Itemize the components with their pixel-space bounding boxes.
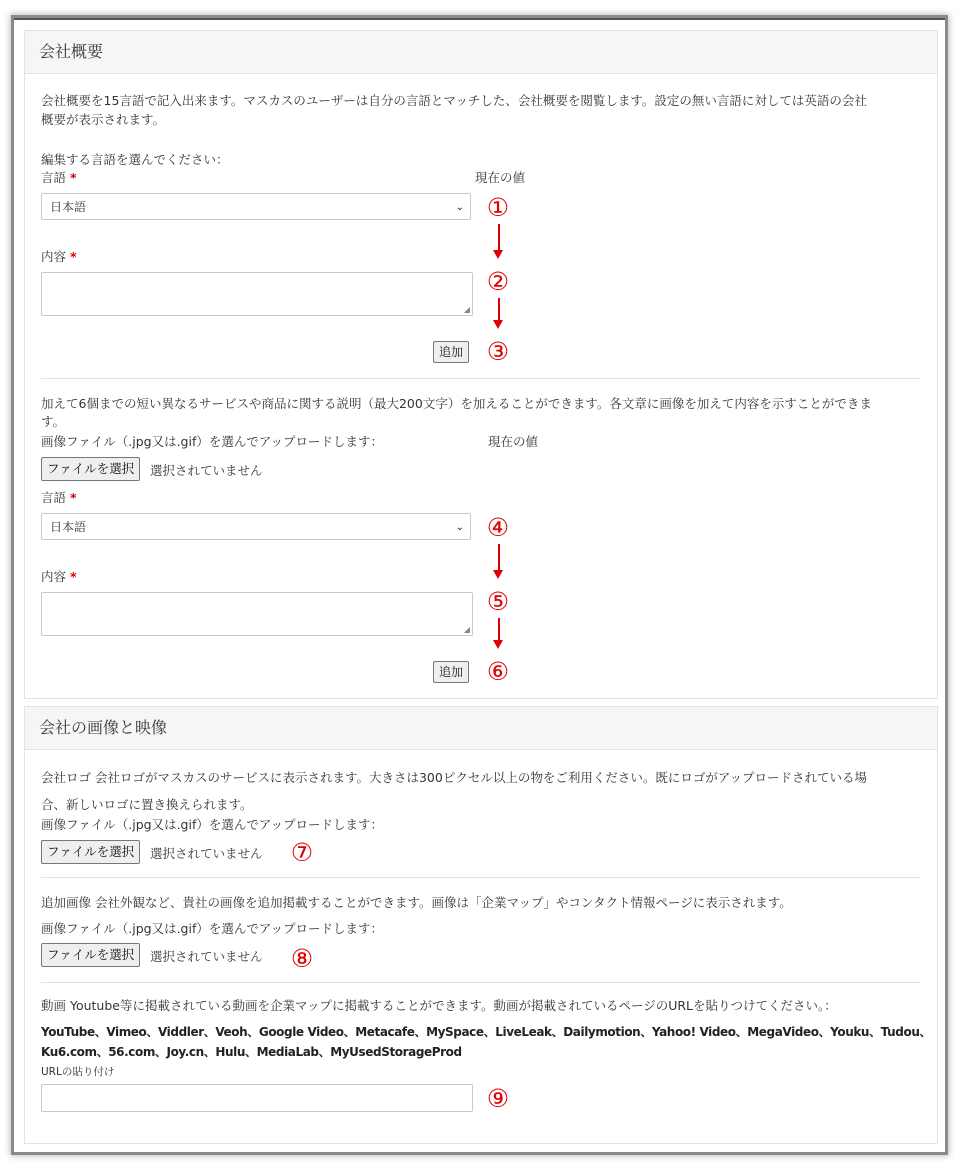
- required-asterisk: *: [70, 170, 77, 185]
- video-url-input[interactable]: [41, 1084, 473, 1112]
- content-label-text: 内容: [41, 569, 67, 584]
- extra-description-line1: 加えて6個までの短い異なるサービスや商品に関する説明（最大200文字）を加えることができます。各文章に画像を加えて内容を示すことができま: [41, 396, 872, 411]
- video-sites-line1: YouTube、Vimeo、Viddler、Veoh、Google Video、Metacafe、MySpace、LiveLeak、Dailymotion、Yahoo! Video、MegaVideo、Youku、Tudou、: [41, 1025, 932, 1039]
- panel-title-company-media: 会社の画像と映像: [25, 707, 937, 750]
- extra-image-upload-label: 画像ファイル（.jpg又は.gif）を選んでアップロードします：: [41, 921, 383, 936]
- divider: [41, 378, 921, 379]
- language-label-text: 言語: [41, 170, 67, 185]
- language-label-text: 言語: [41, 490, 67, 505]
- top-border: [14, 18, 945, 20]
- arrow-head-icon: [493, 640, 503, 649]
- company-media-panel: [24, 706, 938, 1144]
- language-select-2[interactable]: [41, 513, 471, 540]
- panel-title-company-overview: 会社概要: [25, 31, 937, 74]
- resize-grip-icon[interactable]: ◢: [463, 305, 470, 314]
- logo-description-line1: 会社ロゴ 会社ロゴがマスカスのサービスに表示されます。大きさは300ピクセル以上の物をご利用ください。既にロゴがアップロードされている場: [41, 770, 867, 785]
- overview-description-line1: 会社概要を15言語で記入出来ます。マスカスのユーザーは自分の言語とマッチした、会社概要を閲覧します。設定の無い言語に対しては英語の会社: [41, 93, 867, 108]
- language-label: [41, 168, 77, 186]
- language-select[interactable]: [41, 193, 471, 220]
- arrow-head-icon: [493, 320, 503, 329]
- marker-9: ⑨: [486, 1084, 510, 1113]
- add-button-2[interactable]: 追加: [433, 661, 469, 683]
- marker-8: ⑧: [290, 944, 314, 973]
- arrow-head-icon: [493, 570, 503, 579]
- chevron-down-icon: ⌄: [455, 202, 464, 213]
- marker-4: ④: [486, 513, 510, 542]
- arrow-5-6: [498, 618, 500, 640]
- divider: [41, 982, 921, 983]
- current-value-label-2: 現在の値: [488, 434, 539, 449]
- arrow-head-icon: [493, 250, 503, 259]
- logo-no-file-selected: 選択されていません: [150, 846, 263, 861]
- marker-7: ⑦: [290, 838, 314, 867]
- extra-image-no-file-selected: 選択されていません: [150, 949, 263, 964]
- extra-image-description: 追加画像 会社外観など、貴社の画像を追加掲載することができます。画像は「企業マップ」やコンタクト情報ページに表示されます。: [41, 895, 792, 910]
- screenshot-frame: [14, 18, 945, 1152]
- no-file-selected: 選択されていません: [150, 463, 263, 478]
- resize-grip-icon[interactable]: ◢: [463, 625, 470, 634]
- content-label: [41, 247, 77, 265]
- language-select-value: 日本語: [50, 200, 87, 214]
- marker-2: ②: [486, 267, 510, 296]
- logo-upload-label: 画像ファイル（.jpg又は.gif）を選んでアップロードします：: [41, 817, 383, 832]
- content-label-2: [41, 567, 77, 585]
- arrow-2-3: [498, 298, 500, 320]
- chevron-down-icon: ⌄: [455, 522, 464, 533]
- extra-description-line2: す。: [41, 414, 66, 429]
- overview-description-line2: 概要が表示されます。: [41, 112, 166, 127]
- marker-5: ⑤: [486, 587, 510, 616]
- divider: [41, 877, 921, 878]
- language-select-value: 日本語: [50, 520, 87, 534]
- content-textarea[interactable]: [41, 272, 473, 316]
- required-asterisk: *: [70, 490, 77, 505]
- current-value-label: 現在の値: [475, 170, 526, 185]
- logo-choose-file-button[interactable]: ファイルを選択: [41, 840, 140, 864]
- logo-description-line2: 合、新しいロゴに置き換えられます。: [41, 797, 253, 812]
- choose-file-button[interactable]: ファイルを選択: [41, 457, 140, 481]
- extra-image-choose-file-button[interactable]: ファイルを選択: [41, 943, 140, 967]
- company-overview-panel: [24, 30, 938, 699]
- marker-1: ①: [486, 193, 510, 222]
- video-sites-line2: Ku6.com、56.com、Joy.cn、Hulu、MediaLab、MyUsedStorageProd: [41, 1045, 462, 1059]
- arrow-1-2: [498, 224, 500, 250]
- url-paste-label: URLの貼り付け: [41, 1066, 115, 1078]
- arrow-4-5: [498, 544, 500, 570]
- language-label-2: [41, 488, 77, 506]
- required-asterisk: *: [70, 569, 77, 584]
- content-textarea-2[interactable]: [41, 592, 473, 636]
- marker-6: ⑥: [486, 657, 510, 686]
- required-asterisk: *: [70, 249, 77, 264]
- choose-language-label: 編集する言語を選んでください：: [41, 152, 229, 167]
- add-button[interactable]: 追加: [433, 341, 469, 363]
- content-label-text: 内容: [41, 249, 67, 264]
- marker-3: ③: [486, 337, 510, 366]
- upload-label: 画像ファイル（.jpg又は.gif）を選んでアップロードします：: [41, 434, 383, 449]
- video-description: 動画 Youtube等に掲載されている動画を企業マップに掲載することができます。動画が掲載されているページのURLを貼りつけてください。：: [41, 998, 837, 1013]
